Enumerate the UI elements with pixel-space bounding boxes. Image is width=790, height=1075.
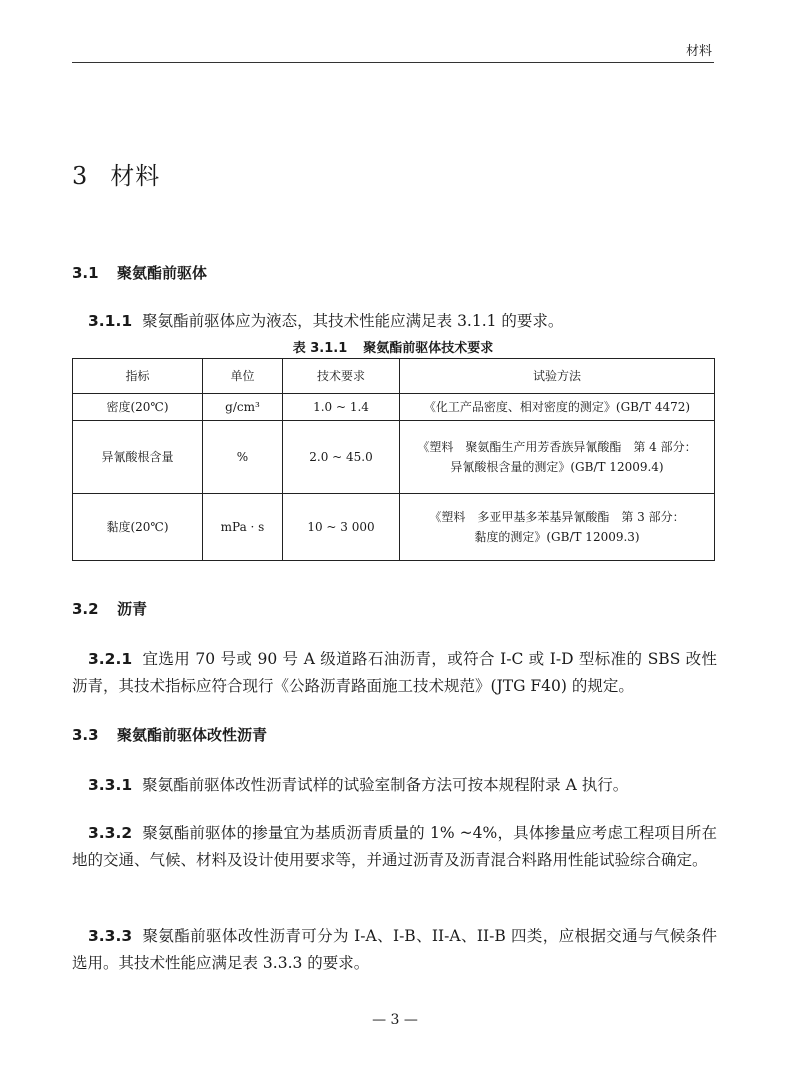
- header-requirement: 技术要求: [283, 359, 400, 394]
- section-heading-3-1: [72, 262, 207, 283]
- clause-text: 聚氨酯前驱体改性沥青试样的试验室制备方法可按本规程附录 A 执行。: [142, 776, 629, 794]
- page-number: — 3 —: [372, 1012, 418, 1028]
- clause-text: 聚氨酯前驱体的掺量宜为基质沥青质量的 1% ~4%，具体掺量应考虑工程项目所在地的交通、气候、材料及设计使用要求等，并通过沥青及沥青混合料路用性能试验综合确定。: [72, 824, 717, 869]
- cell-requirement: 1.0 ~ 1.4: [283, 394, 400, 421]
- section-title: 聚氨酯前驱体: [117, 264, 208, 282]
- section-title: 聚氨酯前驱体改性沥青: [117, 726, 268, 744]
- clause-number: 3.3.2: [88, 824, 133, 842]
- clause-3-2-1: [72, 646, 717, 700]
- table-number: 表 3.1.1: [292, 341, 348, 356]
- cell-method: [400, 494, 715, 561]
- section-number: 3.2: [72, 600, 99, 618]
- table-caption: [72, 337, 714, 356]
- method-line: 黏度的测定》(GB/T 12009.3): [474, 530, 640, 544]
- clause-number: 3.2.1: [88, 650, 133, 668]
- clause-3-3-3: [72, 923, 717, 977]
- chapter-title: [72, 156, 160, 191]
- clause-3-3-2: [72, 820, 717, 874]
- section-heading-3-2: [72, 598, 147, 619]
- header-method: 试验方法: [400, 359, 715, 394]
- table-row: [73, 394, 715, 421]
- table-row: [73, 494, 715, 561]
- clause-text: 聚氨酯前驱体应为液态，其技术性能应满足表 3.1.1 的要求。: [142, 312, 564, 330]
- table-title: 聚氨酯前驱体技术要求: [363, 341, 494, 356]
- clause-number: 3.3.3: [88, 927, 133, 945]
- section-title: 沥青: [117, 600, 148, 618]
- cell-requirement: 10 ~ 3 000: [283, 494, 400, 561]
- chapter-number: 3: [72, 162, 89, 190]
- method-line: 异氰酸根含量的测定》(GB/T 12009.4): [450, 460, 664, 474]
- table-header-row: [73, 359, 715, 394]
- clause-number: 3.3.1: [88, 776, 133, 794]
- method-line: 《塑料 多亚甲基多苯基异氰酸酯 第 3 部分：: [429, 510, 685, 524]
- cell-indicator: 黏度(20℃): [73, 494, 203, 561]
- header-unit: 单位: [203, 359, 283, 394]
- clause-text: 聚氨酯前驱体改性沥青可分为 I-A、I-B、II-A、II-B 四类，应根据交通与气候条件选用。其技术性能应满足表 3.3.3 的要求。: [72, 927, 717, 972]
- running-head: 材料: [685, 44, 712, 59]
- cell-unit: %: [203, 421, 283, 494]
- method-line: 《化工产品密度、相对密度的测定》(GB/T 4472): [423, 400, 691, 414]
- cell-indicator: 密度(20℃): [73, 394, 203, 421]
- clause-3-1-1: [72, 308, 717, 335]
- cell-method: [400, 421, 715, 494]
- clause-text: 宜选用 70 号或 90 号 A 级道路石油沥青，或符合 I-C 或 I-D 型标准的 SBS 改性沥青，其技术指标应符合现行《公路沥青路面施工技术规范》(JTG F40) 的规定。: [72, 650, 717, 695]
- section-number: 3.3: [72, 726, 99, 744]
- clause-number: 3.1.1: [88, 312, 133, 330]
- cell-method: [400, 394, 715, 421]
- cell-unit: g/cm³: [203, 394, 283, 421]
- section-heading-3-3: [72, 724, 267, 745]
- method-line: 《塑料 聚氨酯生产用芳香族异氰酸酯 第 4 部分：: [417, 440, 697, 454]
- table-row: [73, 421, 715, 494]
- cell-requirement: 2.0 ~ 45.0: [283, 421, 400, 494]
- spec-table: [72, 358, 715, 561]
- section-number: 3.1: [72, 264, 99, 282]
- header-indicator: 指标: [73, 359, 203, 394]
- cell-indicator: 异氰酸根含量: [73, 421, 203, 494]
- cell-unit: mPa · s: [203, 494, 283, 561]
- clause-3-3-1: [72, 772, 717, 799]
- header-rule: [72, 62, 714, 63]
- chapter-title-text: 材料: [110, 162, 161, 190]
